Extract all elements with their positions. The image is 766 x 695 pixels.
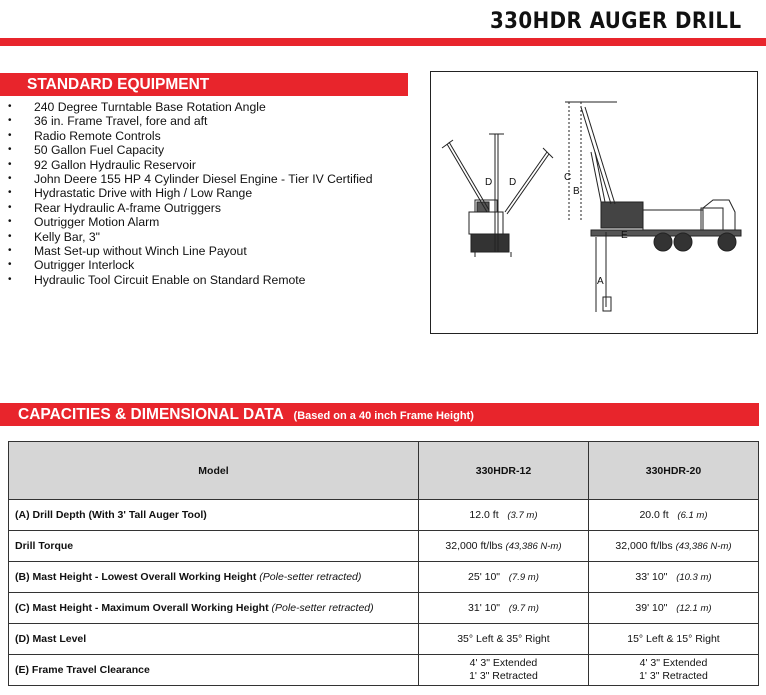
capacities-subtitle: (Based on a 40 inch Frame Height) (293, 410, 474, 422)
label-d-left: D (485, 177, 493, 188)
label-a: A (597, 276, 604, 287)
metric-value: (6.1 m) (677, 510, 708, 521)
metric-value: (43,386 N-m) (505, 541, 562, 552)
table-row (9, 624, 759, 655)
auger-drill-diagram (430, 71, 758, 334)
value: 35° Left & 35° Right (457, 633, 550, 645)
value: 12.0 ft (469, 509, 499, 521)
table-row (9, 593, 759, 624)
row-label: Mast Level (32, 633, 87, 645)
table-row (9, 655, 759, 686)
row-code: (D) (15, 633, 30, 645)
value: 33' 10" (635, 571, 668, 583)
metric-value: (7.9 m) (508, 572, 539, 583)
table-row (9, 562, 759, 593)
metric-value: (10.3 m) (676, 572, 712, 583)
row-code: (C) (15, 602, 30, 614)
page-title: 330HDR AUGER DRILL (490, 9, 742, 34)
metric-value: (12.1 m) (676, 603, 712, 614)
list-item: • Outrigger Interlock (8, 258, 372, 272)
list-item: • John Deere 155 HP 4 Cylinder Diesel Engine - Tier IV Certified (8, 172, 372, 186)
capacities-heading (0, 403, 759, 426)
value-retracted: 1' 3" Retracted (469, 670, 538, 682)
standard-equipment-heading: STANDARD EQUIPMENT (0, 73, 408, 96)
row-note: (Pole-setter retracted) (271, 602, 374, 614)
list-item: • Kelly Bar, 3" (8, 230, 372, 244)
list-item: • Rear Hydraulic A-frame Outriggers (8, 201, 372, 215)
row-code: (E) (15, 664, 29, 676)
list-item: • Hydraulic Tool Circuit Enable on Standard Remote (8, 273, 372, 287)
table-row (9, 531, 759, 562)
row-label: Mast Height - Maximum Overall Working Height (32, 602, 269, 614)
standard-equipment-list (8, 100, 372, 287)
value-extended: 4' 3" Extended (639, 657, 708, 669)
row-code: (B) (15, 571, 30, 583)
side-view-drawing (565, 102, 741, 312)
value: 15° Left & 15° Right (627, 633, 720, 645)
capacities-table (8, 441, 759, 686)
label-d-right: D (509, 177, 517, 188)
metric-value: (3.7 m) (507, 510, 538, 521)
row-label: Drill Torque (15, 540, 74, 552)
list-item: • 36 in. Frame Travel, fore and aft (8, 114, 372, 128)
capacities-title: CAPACITIES & DIMENSIONAL DATA (18, 406, 284, 423)
value: 31' 10" (468, 602, 501, 614)
value: 20.0 ft (639, 509, 669, 521)
label-b: B (573, 186, 580, 197)
value-extended: 4' 3" Extended (469, 657, 538, 669)
value: 39' 10" (635, 602, 668, 614)
label-c: C (564, 172, 572, 183)
table-header-row (9, 442, 759, 500)
list-item: • Outrigger Motion Alarm (8, 215, 372, 229)
value: 25' 10" (468, 571, 501, 583)
metric-value: (43,386 N-m) (675, 541, 732, 552)
row-code: (A) (15, 509, 30, 521)
table-row (9, 500, 759, 531)
row-label: Mast Height - Lowest Overall Working Height (32, 571, 257, 583)
value: 32,000 ft/lbs (615, 540, 673, 552)
title-underline-bar (0, 38, 766, 46)
header-330hdr-20: 330HDR-20 (588, 442, 758, 500)
row-label: Frame Travel Clearance (31, 664, 150, 676)
list-item: • 240 Degree Turntable Base Rotation Angle (8, 100, 372, 114)
value-retracted: 1' 3" Retracted (639, 670, 708, 682)
list-item: • 50 Gallon Fuel Capacity (8, 143, 372, 157)
label-e: E (621, 230, 628, 241)
header-model: Model (9, 442, 419, 500)
list-item: • Hydrastatic Drive with High / Low Range (8, 186, 372, 200)
header-330hdr-12: 330HDR-12 (418, 442, 588, 500)
rear-view-drawing (442, 134, 553, 257)
list-item: • Mast Set-up without Winch Line Payout (8, 244, 372, 258)
value: 32,000 ft/lbs (445, 540, 503, 552)
list-item: • 92 Gallon Hydraulic Reservoir (8, 158, 372, 172)
list-item: • Radio Remote Controls (8, 129, 372, 143)
row-note: (Pole-setter retracted) (259, 571, 362, 583)
metric-value: (9.7 m) (508, 603, 539, 614)
row-label: Drill Depth (With 3' Tall Auger Tool) (32, 509, 207, 521)
